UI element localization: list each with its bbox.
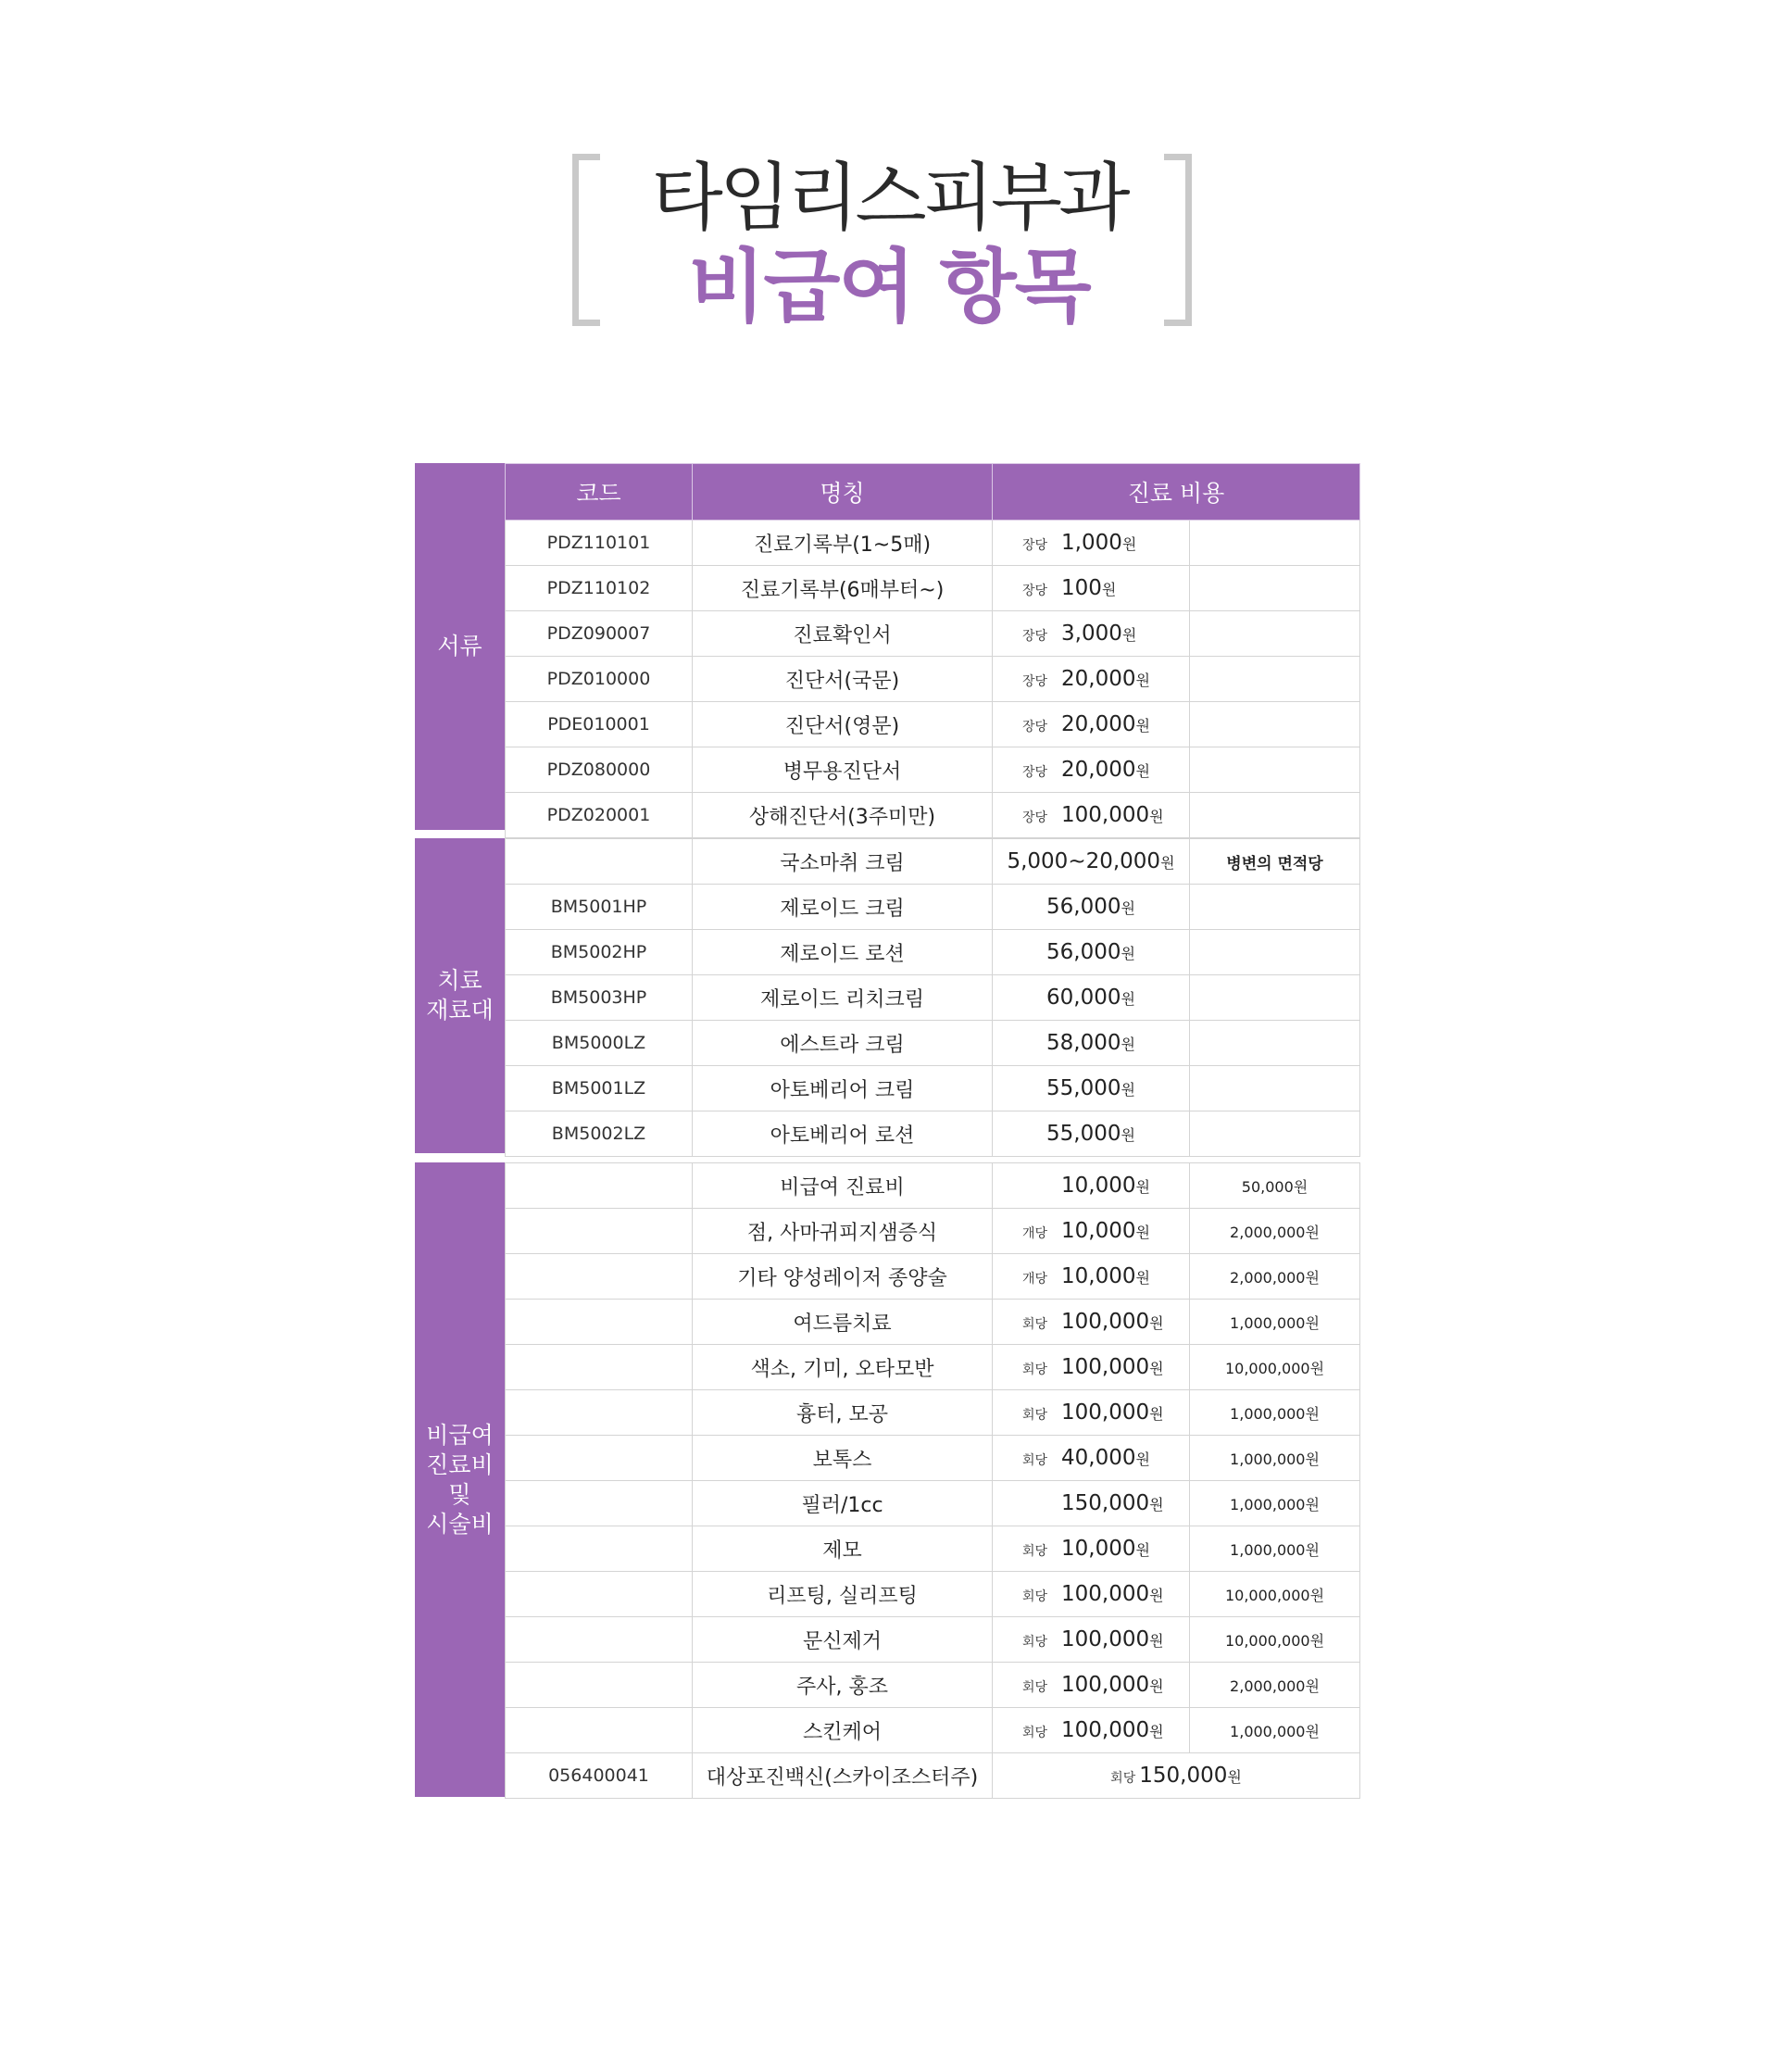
cell-code bbox=[506, 1345, 693, 1390]
cell-unit: 장당 bbox=[1022, 584, 1048, 598]
column-header-cost: 진료 비용 bbox=[993, 464, 1360, 521]
cell-cost bbox=[993, 1209, 1190, 1254]
cell-price: 3,000 bbox=[1061, 622, 1122, 646]
table-row bbox=[506, 747, 1360, 793]
table-row bbox=[506, 930, 1360, 975]
cell-price: 55,000 bbox=[1046, 1122, 1121, 1146]
cell-name: 아토베리어 로션 bbox=[693, 1111, 993, 1157]
cell-price: 1,000 bbox=[1061, 531, 1122, 555]
cell-name: 색소, 기미, 오타모반 bbox=[693, 1345, 993, 1390]
cell-name: 보톡스 bbox=[693, 1436, 993, 1481]
cell-name: 진단서(영문) bbox=[693, 702, 993, 747]
cell-won: 원 bbox=[1149, 1405, 1164, 1423]
cell-note: 2,000,000원 bbox=[1190, 1663, 1360, 1708]
cell-won: 원 bbox=[1149, 1587, 1164, 1604]
cell-won: 원 bbox=[1121, 1126, 1135, 1144]
column-header-name: 명칭 bbox=[693, 464, 993, 521]
cell-name: 제로이드 리치크림 bbox=[693, 975, 993, 1021]
table-row bbox=[506, 1300, 1360, 1345]
cell-note bbox=[1190, 793, 1360, 838]
cell-won: 원 bbox=[1149, 1677, 1164, 1695]
cell-code: PDZ090007 bbox=[506, 611, 693, 657]
cell-won: 원 bbox=[1121, 990, 1135, 1008]
cell-price: 100,000 bbox=[1061, 1355, 1150, 1379]
cell-name: 진료기록부(6매부터~) bbox=[693, 566, 993, 611]
cell-price: 100,000 bbox=[1061, 1673, 1150, 1697]
cell-unit: 회당 bbox=[1022, 1680, 1048, 1695]
cell-won: 원 bbox=[1135, 1541, 1150, 1559]
group-label-materials: 치료 재료대 bbox=[415, 838, 505, 1153]
cell-note: 1,000,000원 bbox=[1190, 1708, 1360, 1753]
cell-cost bbox=[993, 521, 1190, 566]
cell-name: 기타 양성레이저 종양술 bbox=[693, 1254, 993, 1300]
cell-won: 원 bbox=[1160, 854, 1175, 872]
cell-cost bbox=[993, 975, 1190, 1021]
cell-name: 병무용진단서 bbox=[693, 747, 993, 793]
cell-note: 2,000,000원 bbox=[1190, 1254, 1360, 1300]
cell-note: 10,000,000원 bbox=[1190, 1345, 1360, 1390]
cell-name: 아토베리어 크림 bbox=[693, 1066, 993, 1111]
cell-won: 원 bbox=[1227, 1768, 1242, 1786]
group-treatments bbox=[415, 1162, 1359, 1797]
cell-code bbox=[506, 1436, 693, 1481]
cell-cost bbox=[993, 1066, 1190, 1111]
cell-cost bbox=[993, 1021, 1190, 1066]
group-label-treatments: 비급여 진료비 및 시술비 bbox=[415, 1162, 505, 1797]
cell-won: 원 bbox=[1149, 1496, 1164, 1513]
cell-won: 원 bbox=[1135, 1269, 1150, 1287]
cell-name: 제로이드 로션 bbox=[693, 930, 993, 975]
cell-name: 흉터, 모공 bbox=[693, 1390, 993, 1436]
cell-cost bbox=[993, 1254, 1190, 1300]
table-row bbox=[506, 1345, 1360, 1390]
table-row bbox=[506, 521, 1360, 566]
cell-price: 100,000 bbox=[1061, 1718, 1150, 1742]
cell-cost bbox=[993, 1111, 1190, 1157]
cell-cost bbox=[993, 930, 1190, 975]
cell-code bbox=[506, 1209, 693, 1254]
cell-cost bbox=[993, 1345, 1190, 1390]
cell-price: 100 bbox=[1061, 576, 1102, 600]
cell-unit: 개당 bbox=[1022, 1226, 1048, 1241]
cell-won: 원 bbox=[1121, 626, 1137, 644]
cell-note: 1,000,000원 bbox=[1190, 1526, 1360, 1572]
cell-cost bbox=[993, 1708, 1190, 1753]
cell-name: 점, 사마귀피지샘증식 bbox=[693, 1209, 993, 1254]
cell-won: 원 bbox=[1149, 1314, 1164, 1332]
cell-won: 원 bbox=[1135, 762, 1150, 780]
table-row bbox=[506, 1481, 1360, 1526]
cell-note bbox=[1190, 1111, 1360, 1157]
cell-note bbox=[1190, 1066, 1360, 1111]
cell-unit: 회당 bbox=[1022, 1453, 1048, 1468]
cell-code: PDE010001 bbox=[506, 702, 693, 747]
cell-won: 원 bbox=[1135, 1224, 1150, 1241]
table-row bbox=[506, 839, 1360, 885]
cell-name: 대상포진백신(스카이조스터주) bbox=[693, 1753, 993, 1799]
cell-code: PDZ010000 bbox=[506, 657, 693, 702]
table-materials bbox=[505, 838, 1360, 1157]
cell-price: 150,000 bbox=[1061, 1491, 1150, 1515]
cell-won: 원 bbox=[1149, 1723, 1164, 1740]
cell-price: 60,000 bbox=[1046, 986, 1121, 1010]
cell-price: 10,000 bbox=[1061, 1537, 1136, 1561]
cell-note: 50,000원 bbox=[1190, 1163, 1360, 1209]
cell-won: 원 bbox=[1135, 1450, 1150, 1468]
table-row bbox=[506, 1663, 1360, 1708]
table-row bbox=[506, 1708, 1360, 1753]
table-row bbox=[506, 611, 1360, 657]
cell-cost bbox=[993, 1163, 1190, 1209]
cell-unit: 장당 bbox=[1022, 629, 1048, 644]
cell-note: 1,000,000원 bbox=[1190, 1300, 1360, 1345]
cell-won: 원 bbox=[1101, 581, 1117, 598]
cell-cost bbox=[993, 1481, 1190, 1526]
cell-note: 2,000,000원 bbox=[1190, 1209, 1360, 1254]
table-treatments bbox=[505, 1162, 1360, 1799]
group-materials bbox=[415, 838, 1359, 1153]
cell-cost bbox=[993, 1753, 1360, 1799]
cell-code bbox=[506, 1526, 693, 1572]
table-row bbox=[506, 1254, 1360, 1300]
table-row bbox=[506, 1526, 1360, 1572]
cell-price: 150,000 bbox=[1139, 1764, 1228, 1788]
cell-code bbox=[506, 1481, 693, 1526]
cell-price: 10,000 bbox=[1061, 1264, 1136, 1288]
cell-won: 원 bbox=[1121, 535, 1137, 553]
table-row bbox=[506, 1021, 1360, 1066]
table-row-last bbox=[506, 1753, 1360, 1799]
cell-won: 원 bbox=[1121, 1036, 1135, 1053]
cell-cost bbox=[993, 1572, 1190, 1617]
table-row bbox=[506, 657, 1360, 702]
cell-code: 056400041 bbox=[506, 1753, 693, 1799]
table-documents bbox=[505, 463, 1360, 838]
cell-code: PDZ110101 bbox=[506, 521, 693, 566]
cell-code: PDZ020001 bbox=[506, 793, 693, 838]
cell-unit: 장당 bbox=[1022, 674, 1048, 689]
cell-won: 원 bbox=[1135, 717, 1150, 735]
cell-code bbox=[506, 1708, 693, 1753]
cell-name: 비급여 진료비 bbox=[693, 1163, 993, 1209]
cell-code bbox=[506, 1617, 693, 1663]
cell-price: 100,000 bbox=[1061, 1627, 1150, 1651]
cell-name: 제로이드 크림 bbox=[693, 885, 993, 930]
cell-name: 상해진단서(3주미만) bbox=[693, 793, 993, 838]
cell-unit: 회당 bbox=[1022, 1726, 1048, 1740]
cell-unit: 장당 bbox=[1022, 810, 1048, 825]
group-documents bbox=[415, 463, 1359, 830]
cell-code: BM5002HP bbox=[506, 930, 693, 975]
table-row bbox=[506, 1066, 1360, 1111]
cell-unit: 개당 bbox=[1022, 1272, 1048, 1287]
table-row bbox=[506, 975, 1360, 1021]
page-title: 비급여 항목 bbox=[688, 241, 1090, 333]
cell-note bbox=[1190, 611, 1360, 657]
cell-code bbox=[506, 1254, 693, 1300]
cell-name: 국소마취 크림 bbox=[693, 839, 993, 885]
cell-name: 필러/1cc bbox=[693, 1481, 993, 1526]
clinic-name: 타임리스피부과 bbox=[651, 155, 1127, 241]
cell-won: 원 bbox=[1121, 899, 1135, 917]
cell-unit: 장당 bbox=[1022, 538, 1048, 553]
cell-price: 20,000 bbox=[1061, 667, 1136, 691]
cell-cost bbox=[993, 702, 1190, 747]
cell-name: 제모 bbox=[693, 1526, 993, 1572]
cell-name: 에스트라 크림 bbox=[693, 1021, 993, 1066]
cell-price: 58,000 bbox=[1046, 1031, 1121, 1055]
cell-cost bbox=[993, 657, 1190, 702]
cell-cost bbox=[993, 566, 1190, 611]
cell-code: BM5000LZ bbox=[506, 1021, 693, 1066]
cell-name: 문신제거 bbox=[693, 1617, 993, 1663]
table-row bbox=[506, 1617, 1360, 1663]
cell-note bbox=[1190, 930, 1360, 975]
cell-code bbox=[506, 1572, 693, 1617]
cell-code: BM5002LZ bbox=[506, 1111, 693, 1157]
cell-unit: 회당 bbox=[1022, 1408, 1048, 1423]
cell-price: 56,000 bbox=[1046, 895, 1121, 919]
cell-code bbox=[506, 1390, 693, 1436]
cell-price: 5,000~20,000 bbox=[1007, 849, 1161, 873]
cell-code: BM5003HP bbox=[506, 975, 693, 1021]
table-header-row bbox=[506, 464, 1360, 521]
cell-cost bbox=[993, 1436, 1190, 1481]
cell-price: 55,000 bbox=[1046, 1076, 1121, 1100]
cell-cost bbox=[993, 885, 1190, 930]
cell-name: 진료기록부(1~5매) bbox=[693, 521, 993, 566]
cell-note bbox=[1190, 521, 1360, 566]
cell-price: 20,000 bbox=[1061, 758, 1136, 782]
table-row bbox=[506, 793, 1360, 838]
cell-cost bbox=[993, 1617, 1190, 1663]
cell-note: 10,000,000원 bbox=[1190, 1572, 1360, 1617]
cell-won: 원 bbox=[1149, 808, 1164, 825]
cell-code bbox=[506, 1300, 693, 1345]
cell-unit: 회당 bbox=[1022, 1362, 1048, 1377]
cell-price: 100,000 bbox=[1061, 1582, 1150, 1606]
cell-note bbox=[1190, 885, 1360, 930]
cell-price: 100,000 bbox=[1061, 803, 1150, 827]
cell-name: 리프팅, 실리프팅 bbox=[693, 1572, 993, 1617]
cell-note bbox=[1190, 702, 1360, 747]
cell-name: 스킨케어 bbox=[693, 1708, 993, 1753]
table-row bbox=[506, 566, 1360, 611]
cell-unit: 장당 bbox=[1022, 765, 1048, 780]
column-header-code: 코드 bbox=[506, 464, 693, 521]
cell-code bbox=[506, 1163, 693, 1209]
cell-price: 20,000 bbox=[1061, 712, 1136, 736]
cell-won: 원 bbox=[1135, 1178, 1150, 1196]
cell-note: 병변의 면적당 bbox=[1190, 839, 1360, 885]
cell-unit: 회당 bbox=[1022, 1544, 1048, 1559]
cell-note bbox=[1190, 566, 1360, 611]
cell-unit: 회당 bbox=[1110, 1771, 1136, 1786]
cell-note: 1,000,000원 bbox=[1190, 1481, 1360, 1526]
cell-won: 원 bbox=[1149, 1360, 1164, 1377]
cell-cost bbox=[993, 1390, 1190, 1436]
cell-cost bbox=[993, 1526, 1190, 1572]
cell-name: 여드름치료 bbox=[693, 1300, 993, 1345]
table-row bbox=[506, 1209, 1360, 1254]
cell-price: 56,000 bbox=[1046, 940, 1121, 964]
cell-name: 진료확인서 bbox=[693, 611, 993, 657]
cell-won: 원 bbox=[1121, 945, 1135, 962]
cell-unit: 회당 bbox=[1022, 1589, 1048, 1604]
cell-cost bbox=[993, 747, 1190, 793]
page-header bbox=[0, 0, 1778, 370]
table-row bbox=[506, 702, 1360, 747]
cell-cost bbox=[993, 1300, 1190, 1345]
cell-price: 100,000 bbox=[1061, 1400, 1150, 1425]
cell-cost bbox=[993, 1663, 1190, 1708]
cell-won: 원 bbox=[1121, 1081, 1135, 1099]
table-row bbox=[506, 1390, 1360, 1436]
table-row bbox=[506, 1111, 1360, 1157]
cell-unit: 회당 bbox=[1022, 1317, 1048, 1332]
table-row bbox=[506, 885, 1360, 930]
cell-unit: 회당 bbox=[1022, 1635, 1048, 1650]
table-row bbox=[506, 1163, 1360, 1209]
cell-name: 진단서(국문) bbox=[693, 657, 993, 702]
cell-note bbox=[1190, 747, 1360, 793]
cell-name: 주사, 홍조 bbox=[693, 1663, 993, 1708]
group-label-documents: 서류 bbox=[415, 463, 505, 830]
table-row bbox=[506, 1436, 1360, 1481]
cell-note: 1,000,000원 bbox=[1190, 1436, 1360, 1481]
cell-price: 100,000 bbox=[1061, 1310, 1150, 1334]
cell-note bbox=[1190, 975, 1360, 1021]
cell-note: 1,000,000원 bbox=[1190, 1390, 1360, 1436]
cell-won: 원 bbox=[1135, 672, 1150, 689]
cell-won: 원 bbox=[1149, 1632, 1164, 1650]
cell-code bbox=[506, 1663, 693, 1708]
cell-cost bbox=[993, 793, 1190, 838]
cell-price: 10,000 bbox=[1061, 1219, 1136, 1243]
cell-code bbox=[506, 839, 693, 885]
cell-code: PDZ110102 bbox=[506, 566, 693, 611]
cell-note bbox=[1190, 657, 1360, 702]
cell-unit: 장당 bbox=[1022, 720, 1048, 735]
cell-cost bbox=[993, 611, 1190, 657]
cell-note bbox=[1190, 1021, 1360, 1066]
cell-code: PDZ080000 bbox=[506, 747, 693, 793]
table-row bbox=[506, 1572, 1360, 1617]
cell-note: 10,000,000원 bbox=[1190, 1617, 1360, 1663]
cell-code: BM5001LZ bbox=[506, 1066, 693, 1111]
cell-price: 40,000 bbox=[1061, 1446, 1136, 1470]
cell-cost bbox=[993, 839, 1190, 885]
cell-code: BM5001HP bbox=[506, 885, 693, 930]
cell-price: 10,000 bbox=[1061, 1174, 1136, 1198]
